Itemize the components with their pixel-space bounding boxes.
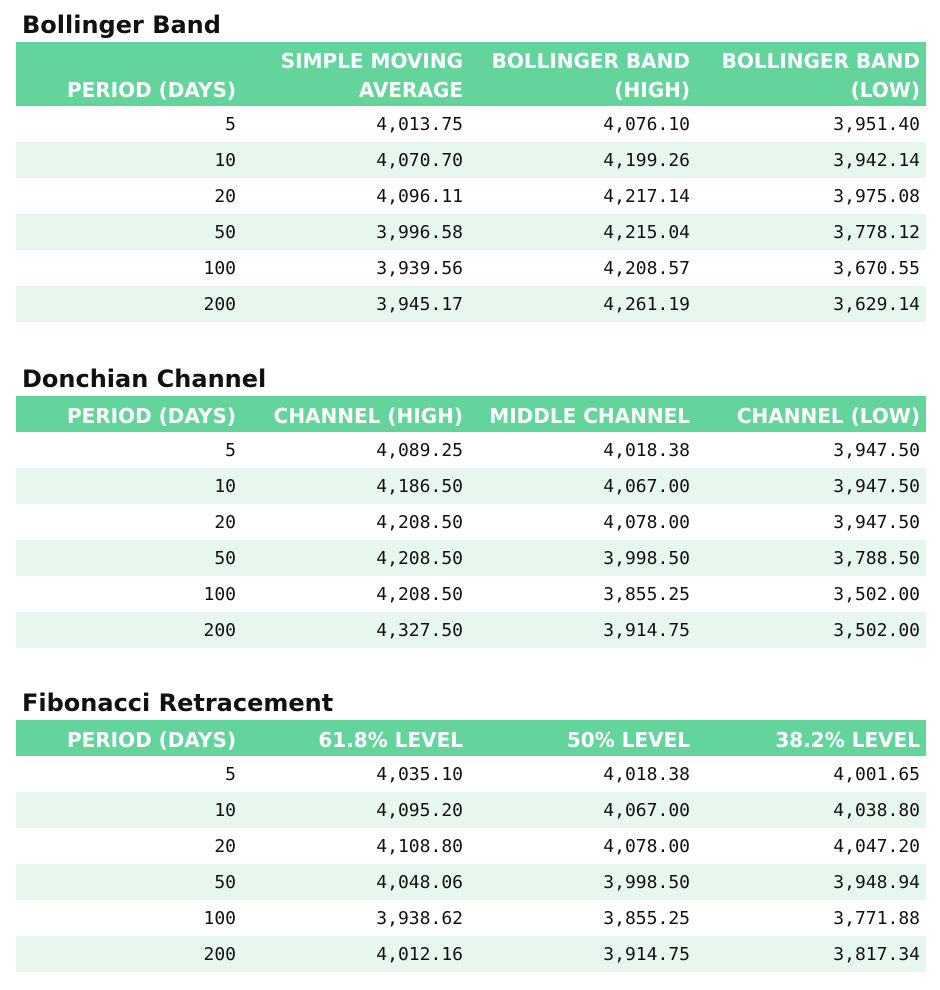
cell-level-61-8: 4,095.20 (242, 792, 469, 828)
donchian-channel-section (16, 362, 926, 648)
table-row (16, 936, 926, 972)
table-row (16, 792, 926, 828)
cell-period: 100 (16, 900, 242, 936)
cell-period: 200 (16, 936, 242, 972)
section-title: Donchian Channel (22, 365, 267, 393)
table-row (16, 214, 926, 250)
table-row (16, 756, 926, 792)
cell-band-high: 4,208.57 (469, 250, 696, 286)
fibonacci-retracement-table (16, 720, 926, 972)
cell-channel-high: 4,089.25 (242, 432, 469, 468)
cell-level-50: 3,998.50 (469, 864, 696, 900)
column-header-band-low: BOLLINGER BAND (LOW) (696, 42, 926, 106)
cell-period: 50 (16, 864, 242, 900)
cell-level-50: 4,018.38 (469, 756, 696, 792)
cell-band-low: 3,975.08 (696, 178, 926, 214)
cell-band-low: 3,670.55 (696, 250, 926, 286)
cell-middle-channel: 3,998.50 (469, 540, 696, 576)
table-row (16, 864, 926, 900)
bollinger-band-table (16, 42, 926, 322)
table-row (16, 576, 926, 612)
cell-period: 10 (16, 468, 242, 504)
donchian-channel-table (16, 396, 926, 648)
cell-channel-low: 3,502.00 (696, 576, 926, 612)
bollinger-band-section (16, 8, 926, 322)
table-row (16, 142, 926, 178)
cell-period: 20 (16, 504, 242, 540)
cell-period: 50 (16, 540, 242, 576)
table-row (16, 250, 926, 286)
table-row (16, 468, 926, 504)
cell-period: 5 (16, 106, 242, 142)
cell-period: 100 (16, 576, 242, 612)
table-row (16, 432, 926, 468)
cell-middle-channel: 4,078.00 (469, 504, 696, 540)
cell-channel-high: 4,208.50 (242, 540, 469, 576)
column-header-band-high: BOLLINGER BAND (HIGH) (469, 42, 696, 106)
header-row (16, 42, 926, 106)
table-row (16, 504, 926, 540)
cell-level-61-8: 4,048.06 (242, 864, 469, 900)
cell-channel-low: 3,947.50 (696, 504, 926, 540)
cell-band-low: 3,629.14 (696, 286, 926, 322)
cell-channel-low: 3,947.50 (696, 468, 926, 504)
cell-period: 20 (16, 828, 242, 864)
cell-period: 20 (16, 178, 242, 214)
cell-period: 5 (16, 432, 242, 468)
cell-level-38-2: 3,948.94 (696, 864, 926, 900)
table-row (16, 286, 926, 322)
cell-channel-low: 3,947.50 (696, 432, 926, 468)
cell-level-50: 4,078.00 (469, 828, 696, 864)
table-row (16, 612, 926, 648)
cell-middle-channel: 3,914.75 (469, 612, 696, 648)
cell-sma: 4,013.75 (242, 106, 469, 142)
cell-level-50: 4,067.00 (469, 792, 696, 828)
cell-band-high: 4,076.10 (469, 106, 696, 142)
column-header-level-50: 50% LEVEL (469, 720, 696, 756)
cell-period: 100 (16, 250, 242, 286)
table-row (16, 106, 926, 142)
section-title: Fibonacci Retracement (22, 689, 334, 717)
cell-level-61-8: 4,108.80 (242, 828, 469, 864)
cell-channel-high: 4,327.50 (242, 612, 469, 648)
cell-middle-channel: 4,018.38 (469, 432, 696, 468)
column-header-channel-high: CHANNEL (HIGH) (242, 396, 469, 432)
column-header-sma: SIMPLE MOVING AVERAGE (242, 42, 469, 106)
header-row (16, 396, 926, 432)
cell-channel-high: 4,186.50 (242, 468, 469, 504)
cell-period: 10 (16, 142, 242, 178)
cell-period: 200 (16, 612, 242, 648)
cell-band-high: 4,215.04 (469, 214, 696, 250)
cell-band-high: 4,261.19 (469, 286, 696, 322)
cell-channel-high: 4,208.50 (242, 576, 469, 612)
column-header-level-61-8: 61.8% LEVEL (242, 720, 469, 756)
column-header-period: PERIOD (DAYS) (16, 42, 242, 106)
cell-band-high: 4,217.14 (469, 178, 696, 214)
column-header-level-38-2: 38.2% LEVEL (696, 720, 926, 756)
cell-level-38-2: 3,817.34 (696, 936, 926, 972)
column-header-channel-low: CHANNEL (LOW) (696, 396, 926, 432)
cell-channel-high: 4,208.50 (242, 504, 469, 540)
cell-channel-low: 3,788.50 (696, 540, 926, 576)
cell-channel-low: 3,502.00 (696, 612, 926, 648)
cell-level-38-2: 4,038.80 (696, 792, 926, 828)
column-header-period: PERIOD (DAYS) (16, 720, 242, 756)
column-header-middle-channel: MIDDLE CHANNEL (469, 396, 696, 432)
cell-period: 50 (16, 214, 242, 250)
table-row (16, 900, 926, 936)
table-row (16, 540, 926, 576)
cell-period: 200 (16, 286, 242, 322)
cell-level-61-8: 4,012.16 (242, 936, 469, 972)
column-header-period: PERIOD (DAYS) (16, 396, 242, 432)
cell-sma: 4,070.70 (242, 142, 469, 178)
cell-level-38-2: 4,001.65 (696, 756, 926, 792)
cell-sma: 4,096.11 (242, 178, 469, 214)
table-row (16, 828, 926, 864)
cell-sma: 3,945.17 (242, 286, 469, 322)
cell-level-61-8: 4,035.10 (242, 756, 469, 792)
cell-sma: 3,996.58 (242, 214, 469, 250)
cell-level-38-2: 4,047.20 (696, 828, 926, 864)
cell-level-38-2: 3,771.88 (696, 900, 926, 936)
cell-level-50: 3,914.75 (469, 936, 696, 972)
cell-period: 5 (16, 756, 242, 792)
cell-period: 10 (16, 792, 242, 828)
cell-band-low: 3,942.14 (696, 142, 926, 178)
cell-band-low: 3,951.40 (696, 106, 926, 142)
cell-level-61-8: 3,938.62 (242, 900, 469, 936)
table-row (16, 178, 926, 214)
cell-sma: 3,939.56 (242, 250, 469, 286)
section-title: Bollinger Band (22, 11, 221, 39)
fibonacci-retracement-section (16, 686, 926, 972)
cell-middle-channel: 3,855.25 (469, 576, 696, 612)
header-row (16, 720, 926, 756)
cell-level-50: 3,855.25 (469, 900, 696, 936)
cell-band-high: 4,199.26 (469, 142, 696, 178)
cell-middle-channel: 4,067.00 (469, 468, 696, 504)
cell-band-low: 3,778.12 (696, 214, 926, 250)
